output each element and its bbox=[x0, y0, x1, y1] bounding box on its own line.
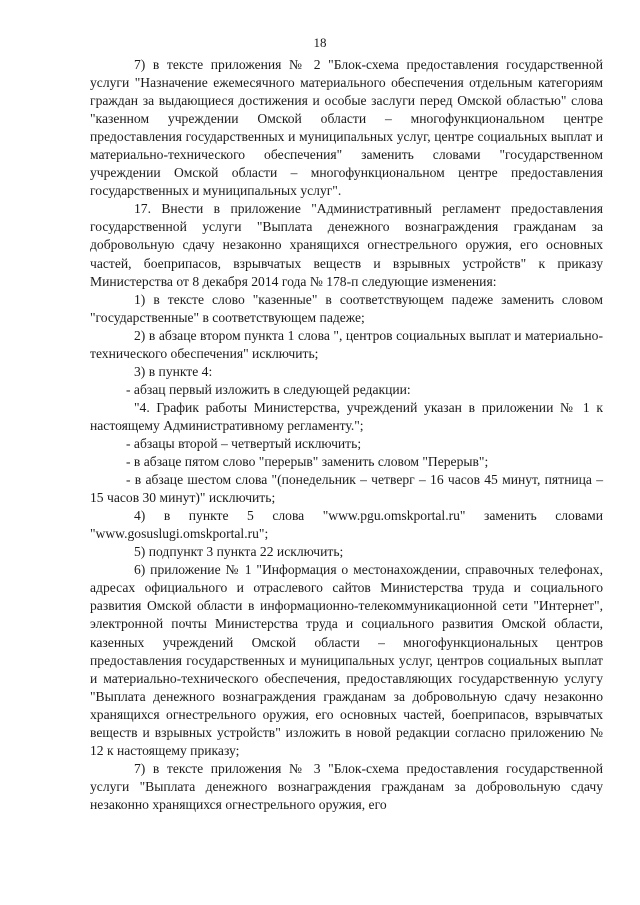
paragraph-item-4: 4) в пункте 5 слова "www.pgu.omskportal.ru" заменить словами "www.gosuslugi.omskportal.ru"; bbox=[90, 508, 603, 542]
paragraph-dash-fifth: - в абзаце пятом слово "перерыв" заменить словом "Перерыв"; bbox=[126, 454, 489, 470]
paragraph-section-17: 17. Внести в приложение "Административный регламент предоставления государственной услуги "Выплата денежного вознаграждения гражданам за добровольную сдачу незаконно хранящихся огнестрельного оружия, его основных частей, боеприпасов, взрывчатых веществ и взрывных устройств" к приказу Министерства от 8 декабря 2014 года № 178-п следующие изменения: bbox=[90, 201, 603, 289]
page-number: 18 bbox=[313, 35, 327, 50]
paragraph-quoted-schedule: "4. График работы Министерства, учреждений указан в приложении № 1 к настоящему Административному регламенту."; bbox=[90, 399, 603, 433]
paragraph-item-2: 2) в абзаце втором пункта 1 слова ", центров социальных выплат и материально-технического обеспечения" исключить; bbox=[90, 327, 603, 361]
paragraph-item-7-appendix-3: 7) в тексте приложения № 3 "Блок-схема предоставления государственной услуги "Выплата денежного вознаграждения гражданам за добровольную сдачу незаконно хранящихся огнестрельного оружия, его bbox=[90, 760, 603, 812]
paragraph-item-7-appendix-2: 7) в тексте приложения № 2 "Блок-схема предоставления государственной услуги "Назначение ежемесячного материального обеспечения отдельным категориям граждан за выдающиеся достижения и особые заслуги перед Омской областью" слова "казенном учреждении Омской области – многофункциональном центре предоставления государственных и муниципальных услуг, центре социальных выплат и материально-технического обеспечения" заменить словами "государственном учреждении Омской области – многофункциональном центре предоставления государственных и муниципальных услуг". bbox=[90, 57, 603, 199]
paragraph-item-5: 5) подпункт 3 пункта 22 исключить; bbox=[134, 544, 344, 560]
paragraph-dash-sixth: - в абзаце шестом слова "(понедельник – четверг – 16 часов 45 минут, пятница – 15 часов 30 минут)" исключить; bbox=[90, 472, 603, 506]
paragraph-item-3: 3) в пункте 4: bbox=[134, 363, 213, 379]
document-body bbox=[90, 56, 603, 814]
paragraph-dash-first: - абзац первый изложить в следующей редакции: bbox=[126, 381, 411, 397]
paragraph-dash-second: - абзацы второй – четвертый исключить; bbox=[126, 435, 362, 451]
paragraph-item-1: 1) в тексте слово "казенные" в соответствующем падеже заменить словом "государственные" в соответствующем падеже; bbox=[90, 291, 603, 325]
paragraph-item-6: 6) приложение № 1 "Информация о местонахождении, справочных телефонах, адресах официального и отраслевого сайтов Министерства труда и социального развития Омской области в информационно-телекоммуникационной сети "Интернет", электронной почты Министерства труда и социального развития Омской области, казенных учреждений Омской области – многофункциональных центров предоставления государственных и муниципальных услуг, центров социальных выплат и материально-технического обеспечения, предоставляющих государственную услугу "Выплата денежного вознаграждения гражданам за добровольную сдачу незаконно хранящихся огнестрельного оружия, его основных частей, боеприпасов, взрывчатых веществ и взрывных устройств" изложить в новой редакции согласно приложению № 12 к настоящему приказу; bbox=[90, 562, 603, 758]
